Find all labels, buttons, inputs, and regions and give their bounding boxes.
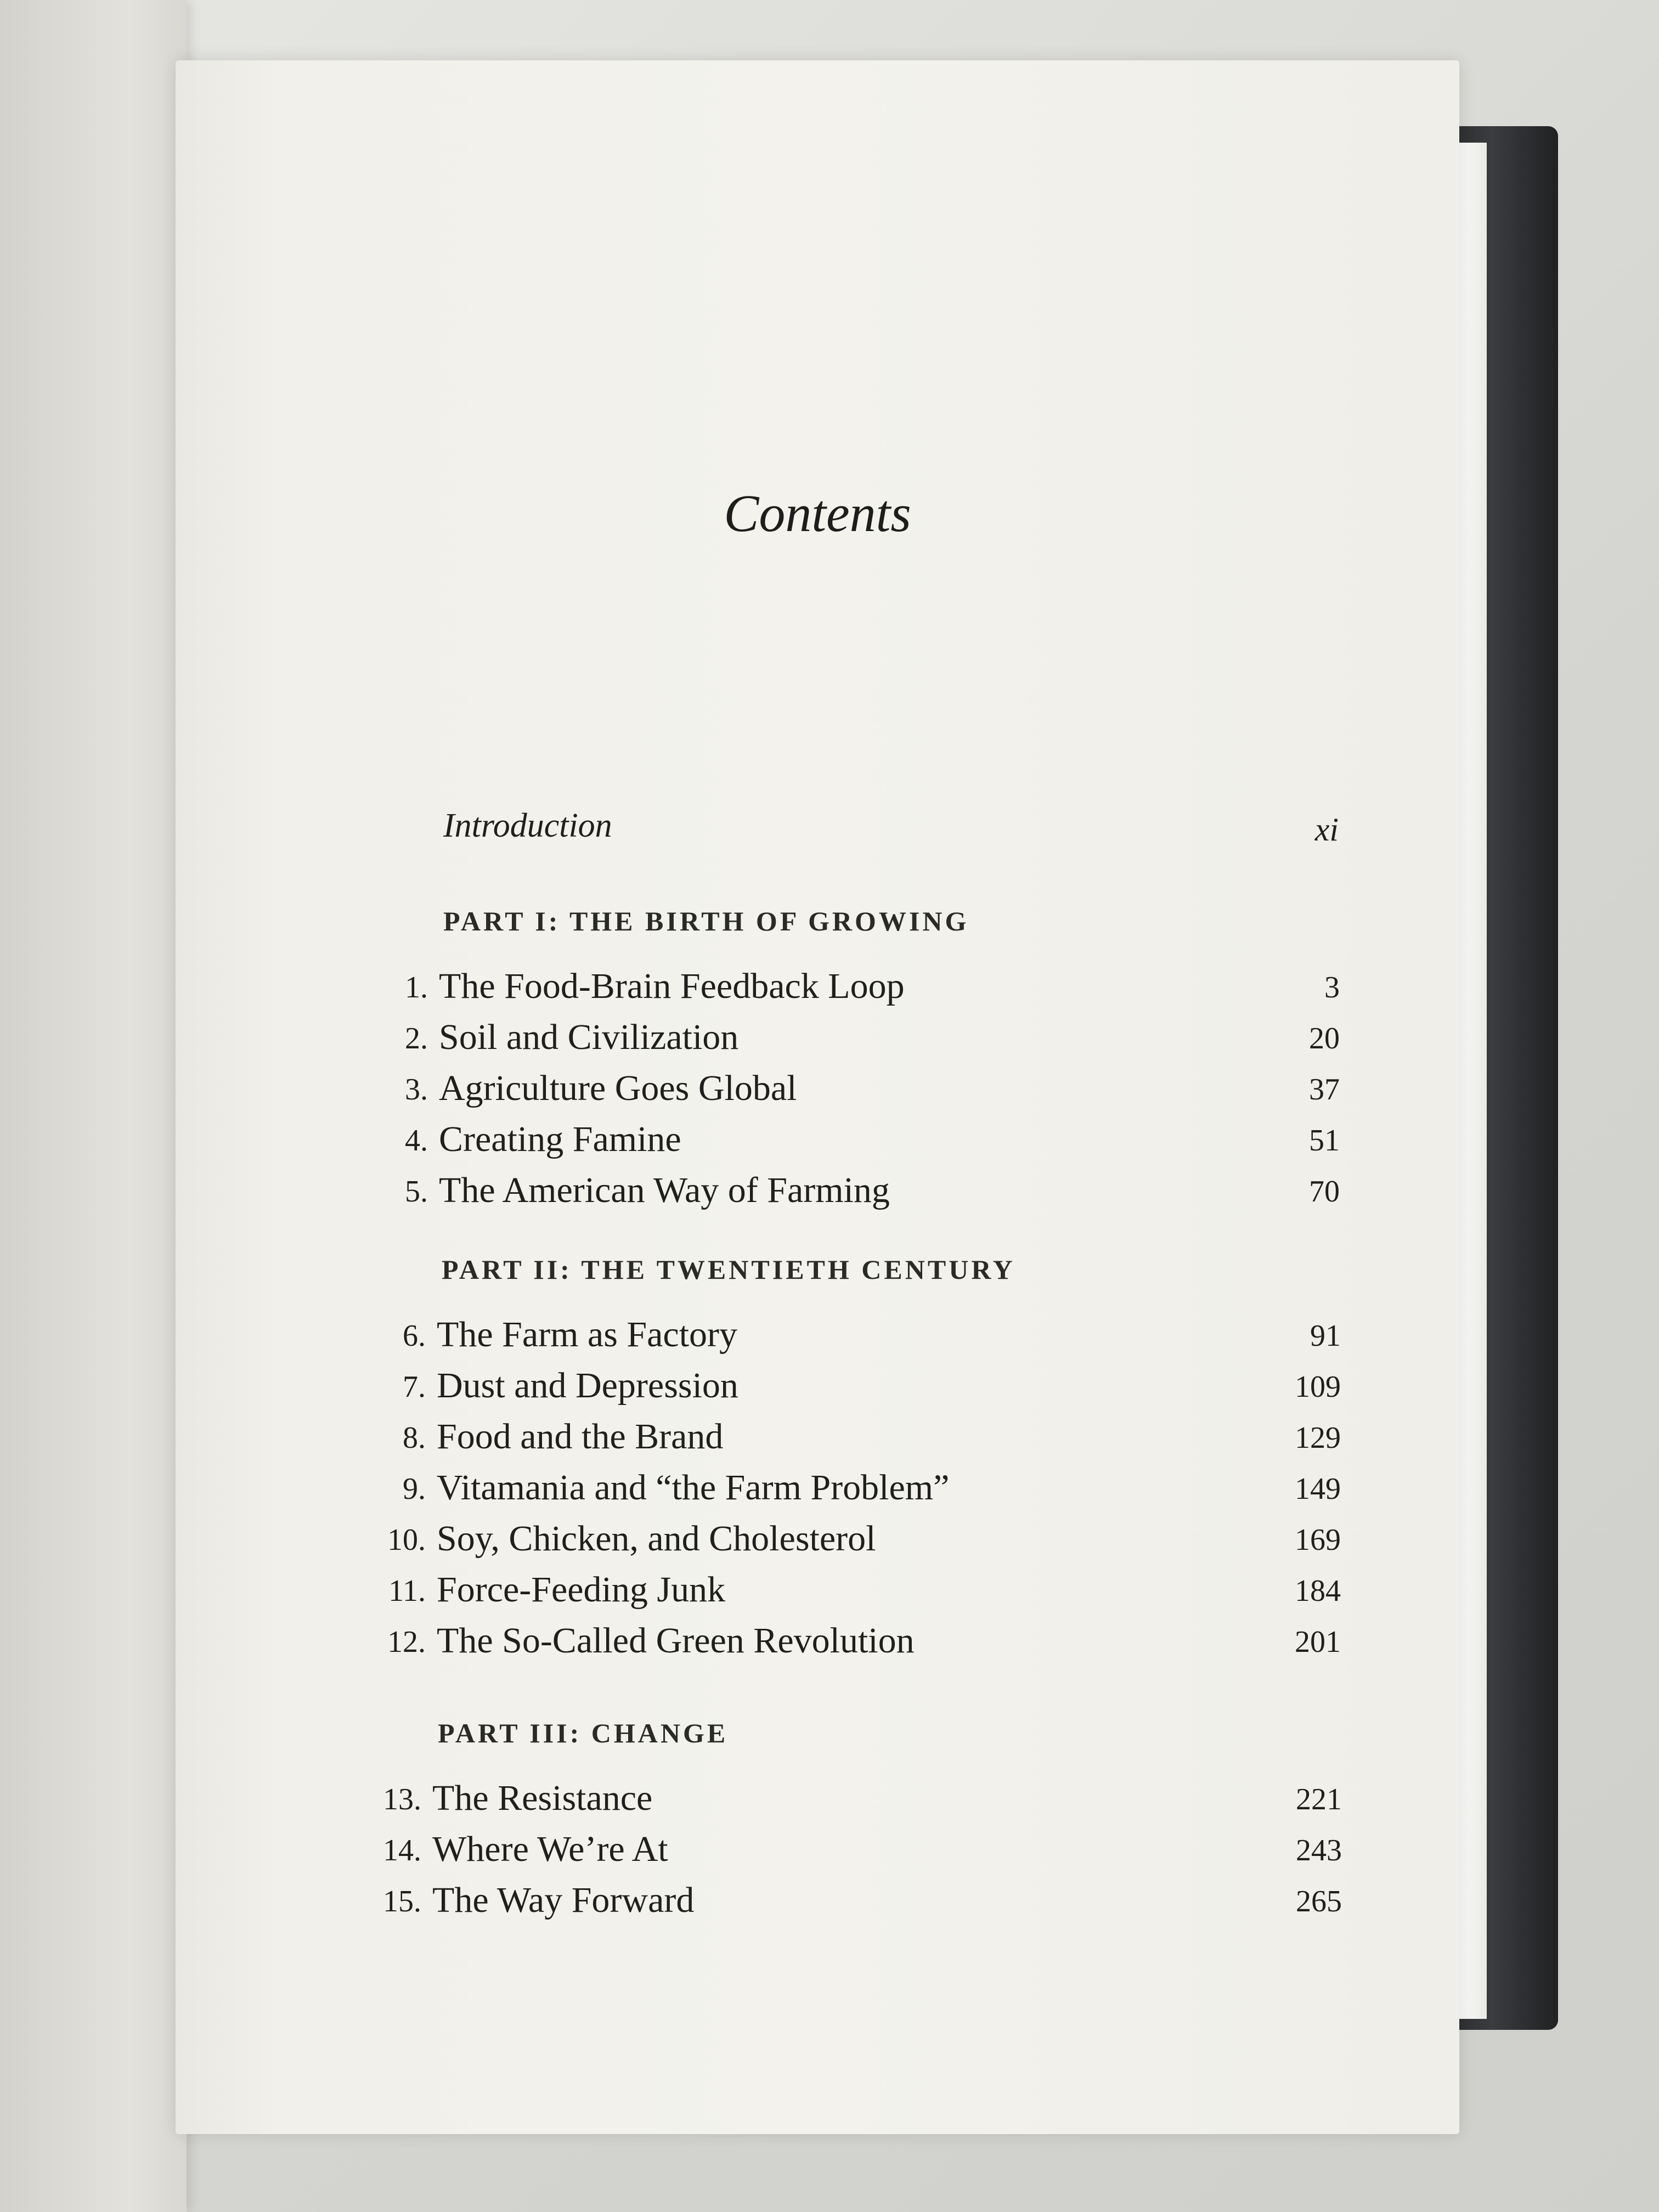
toc-entry[interactable] xyxy=(360,1620,1341,1669)
chapter-title: Agriculture Goes Global xyxy=(439,1068,797,1108)
chapter-page-number: 37 xyxy=(1309,1073,1340,1107)
chapter-title: The Food-Brain Feedback Loop xyxy=(439,966,905,1006)
chapter-number: 7. xyxy=(403,1370,426,1404)
part-heading: PART III: CHANGE xyxy=(438,1718,729,1748)
toc-entry-introduction[interactable] xyxy=(443,806,1339,856)
chapter-title: Dust and Depression xyxy=(437,1365,738,1406)
table-of-contents xyxy=(176,60,1459,2134)
chapter-page-number: 221 xyxy=(1296,1782,1342,1816)
chapter-title: Creating Famine xyxy=(439,1119,681,1159)
chapter-number: 15. xyxy=(383,1884,421,1918)
chapter-page-number: 51 xyxy=(1309,1124,1340,1158)
toc-entry[interactable] xyxy=(362,1068,1340,1117)
toc-entry[interactable] xyxy=(360,1416,1341,1465)
toc-entry[interactable] xyxy=(356,1778,1342,1827)
page-title: Contents xyxy=(724,484,911,543)
chapter-number: 11. xyxy=(388,1574,426,1608)
chapter-number: 8. xyxy=(403,1421,426,1455)
chapter-page-number: 169 xyxy=(1295,1523,1341,1557)
toc-entry-title: Introduction xyxy=(443,807,612,844)
toc-entry[interactable] xyxy=(360,1314,1341,1363)
chapter-title: Soil and Civilization xyxy=(439,1017,739,1057)
chapter-page-number: 3 xyxy=(1324,970,1340,1005)
chapter-number: 1. xyxy=(405,970,428,1005)
chapter-page-number: 184 xyxy=(1295,1574,1341,1608)
toc-entry[interactable] xyxy=(356,1880,1342,1929)
toc-entry-page: xi xyxy=(1314,811,1339,848)
chapter-title: The American Way of Farming xyxy=(439,1170,890,1210)
chapter-number: 14. xyxy=(383,1833,421,1867)
chapter-number: 6. xyxy=(403,1319,426,1353)
chapter-number: 5. xyxy=(405,1175,428,1209)
chapter-title: Force-Feeding Junk xyxy=(437,1570,726,1610)
chapter-title: Where We’re At xyxy=(432,1829,668,1869)
toc-entry[interactable] xyxy=(362,1119,1340,1168)
toc-entry[interactable] xyxy=(362,1170,1340,1219)
chapter-number: 2. xyxy=(405,1022,428,1056)
toc-entry[interactable] xyxy=(360,1467,1341,1516)
chapter-title: Soy, Chicken, and Cholesterol xyxy=(437,1519,876,1559)
chapter-title: The Resistance xyxy=(432,1778,653,1818)
chapter-page-number: 243 xyxy=(1296,1833,1342,1867)
chapter-number: 9. xyxy=(403,1472,426,1506)
page-edges xyxy=(1459,143,1487,2019)
toc-entry[interactable] xyxy=(360,1518,1341,1567)
chapter-page-number: 70 xyxy=(1309,1175,1340,1209)
chapter-title: The Farm as Factory xyxy=(437,1314,738,1355)
toc-entry[interactable] xyxy=(356,1829,1342,1878)
chapter-number: 12. xyxy=(387,1625,426,1659)
toc-entry[interactable] xyxy=(360,1365,1341,1414)
chapter-number: 4. xyxy=(405,1124,428,1158)
chapter-number: 13. xyxy=(383,1782,421,1816)
chapter-number: 3. xyxy=(405,1073,428,1107)
chapter-page-number: 201 xyxy=(1295,1625,1341,1659)
toc-entry[interactable] xyxy=(362,1017,1340,1066)
chapter-title: The Way Forward xyxy=(432,1880,695,1920)
chapter-page-number: 20 xyxy=(1309,1022,1340,1056)
chapter-page-number: 109 xyxy=(1295,1370,1341,1404)
chapter-title: Vitamania and “the Farm Problem” xyxy=(437,1468,950,1508)
book-page xyxy=(176,60,1459,2134)
chapter-page-number: 149 xyxy=(1295,1472,1341,1506)
facing-page xyxy=(0,0,187,2212)
part-heading: PART I: THE BIRTH OF GROWING xyxy=(443,906,969,936)
chapter-page-number: 265 xyxy=(1296,1884,1342,1918)
chapter-page-number: 91 xyxy=(1310,1319,1341,1353)
chapter-title: The So-Called Green Revolution xyxy=(437,1621,915,1661)
chapter-page-number: 129 xyxy=(1295,1421,1341,1455)
chapter-title: Food and the Brand xyxy=(437,1417,724,1457)
toc-entry[interactable] xyxy=(362,966,1340,1015)
toc-entry[interactable] xyxy=(360,1569,1341,1618)
part-heading: PART II: THE TWENTIETH CENTURY xyxy=(442,1254,1015,1285)
chapter-number: 10. xyxy=(387,1523,426,1557)
